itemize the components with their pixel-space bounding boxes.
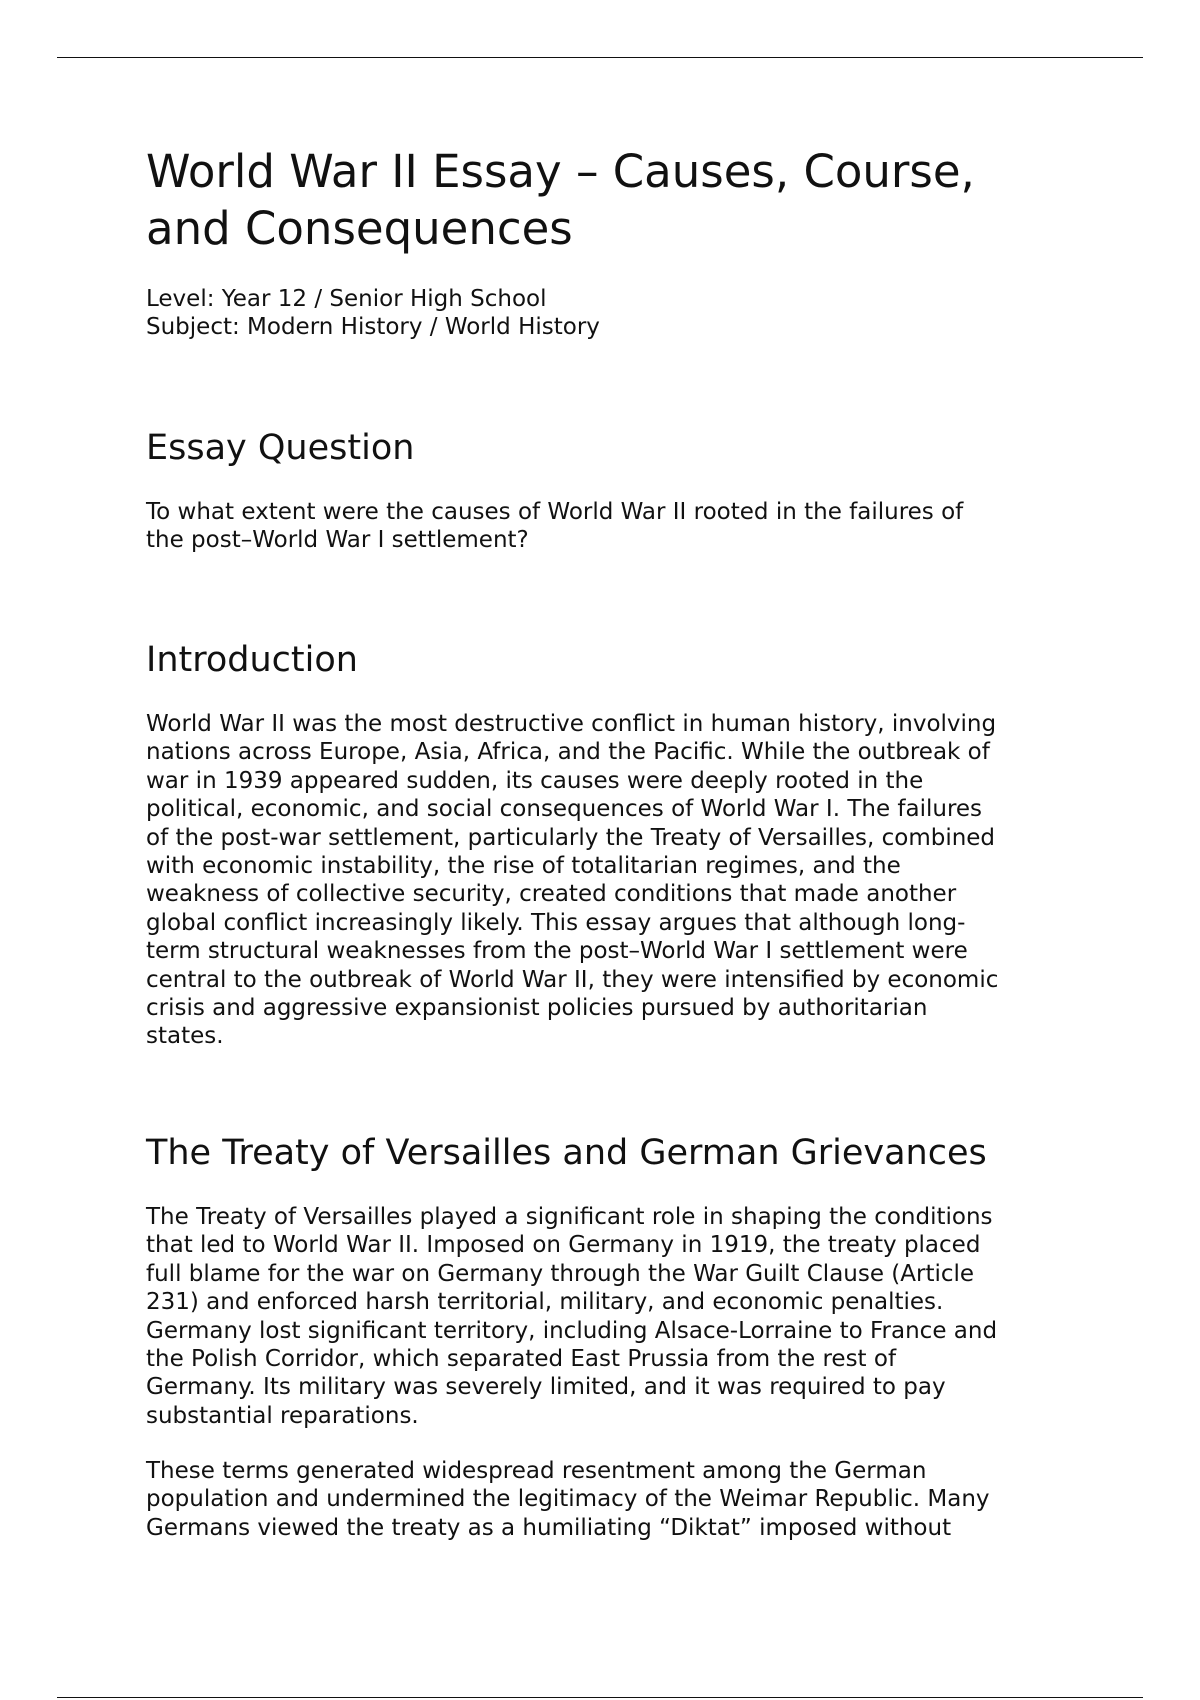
- document-title: World War II Essay – Causes, Course, and Consequences: [146, 145, 975, 255]
- introduction-heading: Introduction: [146, 640, 358, 680]
- introduction-paragraph: World War II was the most destructive conflict in human history, involving nations across Europe, Asia, Africa, and the Pacific. While the outbreak of war in 1939 appeared sudden, its causes were deeply rooted in the political, economic, and social consequences of World War I. The failures of the post-war settlement, particularly the Treaty of Versailles, combined with economic instability, the rise of totalitarian regimes, and the weakness of collective security, created conditions that made another global conflict increasingly likely. This essay argues that although long- term structural weaknesses from the post–World War I settlement were central to the outbreak of World War II, they were intensified by economic crisis and aggressive expansionist policies pursued by authoritarian states.: [146, 711, 999, 1050]
- essay-question-text: To what extent were the causes of World War II rooted in the failures of the post–World War I settlement?: [146, 499, 964, 554]
- versailles-paragraph-1: The Treaty of Versailles played a significant role in shaping the conditions that led to World War II. Imposed on Germany in 1919, the treaty placed full blame for the war on Germany through the War Guilt Clause (Article 231) and enforced harsh territorial, military, and economic penalties. Germany lost significant territory, including Alsace-Lorraine to France and the Polish Corridor, which separated East Prussia from the rest of Germany. Its military was severely limited, and it was required to pay substantial reparations.: [146, 1204, 998, 1429]
- versailles-heading: The Treaty of Versailles and German Grievances: [146, 1133, 987, 1173]
- versailles-paragraph-2: These terms generated widespread resentment among the German population and undermined the legitimacy of the Weimar Republic. Many Germans viewed the treaty as a humiliating “Diktat” imposed without: [146, 1458, 990, 1541]
- subject-line: Subject: Modern History / World History: [146, 314, 600, 341]
- top-rule: [57, 57, 1143, 58]
- document-meta: [146, 285, 600, 342]
- bottom-rule: [57, 1697, 1143, 1698]
- essay-question-heading: Essay Question: [146, 428, 415, 468]
- level-line: Level: Year 12 / Senior High School: [146, 286, 547, 312]
